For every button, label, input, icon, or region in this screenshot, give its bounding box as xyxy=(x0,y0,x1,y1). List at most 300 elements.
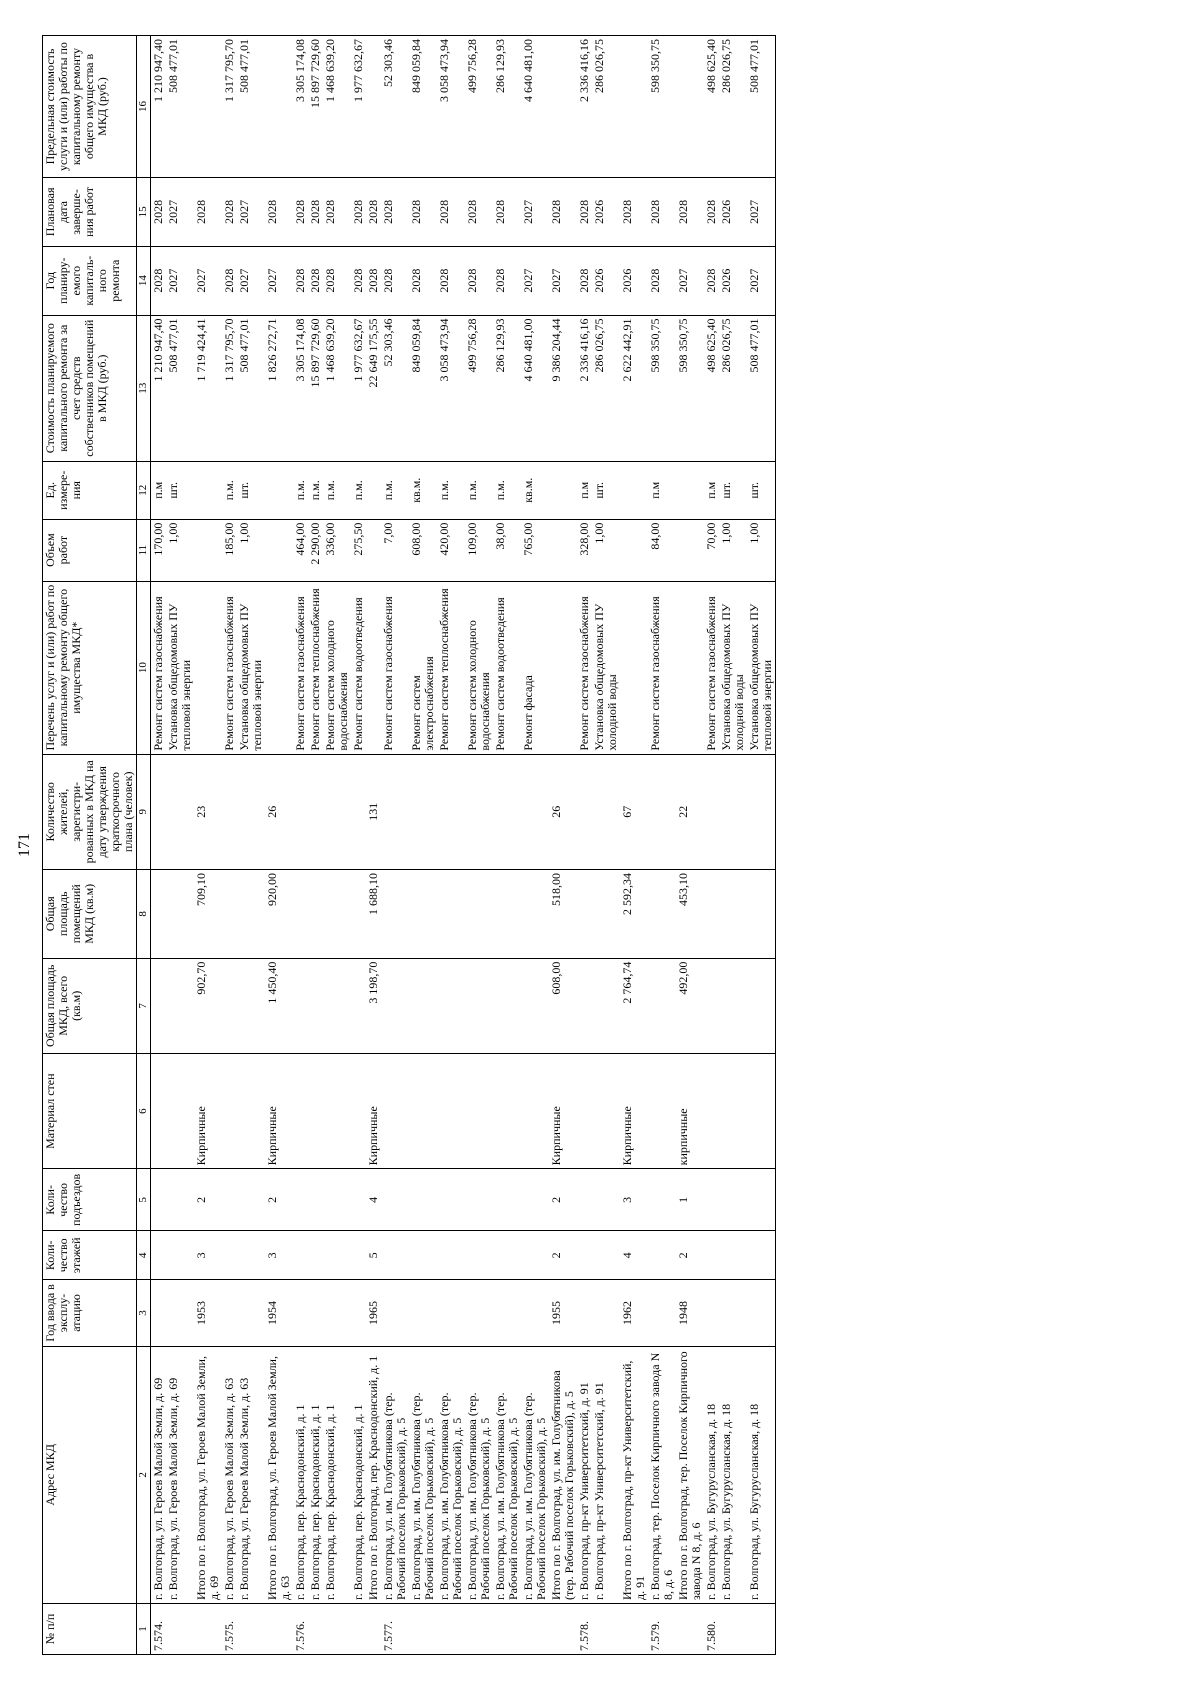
table-cell xyxy=(237,869,265,958)
table-cell xyxy=(719,869,747,958)
table-row xyxy=(577,36,592,1655)
table-cell: 7.580. xyxy=(704,1604,719,1655)
table-body xyxy=(151,36,776,1655)
header-row xyxy=(43,36,137,1655)
table-cell: 849 059,84 xyxy=(409,36,437,178)
table-cell xyxy=(351,1054,366,1169)
table-cell xyxy=(549,519,577,581)
table-cell xyxy=(620,519,648,581)
column-number: 1 xyxy=(137,1604,151,1655)
table-row xyxy=(293,36,308,1655)
table-cell: 1 688,10 xyxy=(366,869,381,958)
table-cell: 498 625,40 xyxy=(704,36,719,178)
table-cell xyxy=(704,869,719,958)
table-cell xyxy=(493,754,521,869)
table-cell xyxy=(577,958,592,1053)
table-cell: 508 477,01 xyxy=(747,36,776,178)
table-cell: 2027 xyxy=(166,246,194,315)
table-cell: 1 977 632,67 xyxy=(351,315,366,461)
table-cell xyxy=(437,1604,465,1655)
table-cell: г. Волгоград, ул. Бугурусланская, д. 18 xyxy=(704,1346,719,1603)
table-cell: 2027 xyxy=(237,178,265,247)
table-cell xyxy=(437,1231,465,1280)
column-number: 16 xyxy=(137,36,151,178)
table-cell: Ремонт систем холодного водоснабжения xyxy=(465,581,493,754)
table-cell: 7.576. xyxy=(293,1604,308,1655)
table-cell: 5 xyxy=(366,1231,381,1280)
table-cell xyxy=(620,581,648,754)
table-cell xyxy=(151,1054,167,1169)
table-cell: г. Волгоград, ул. Героев Малой Земли, д. 69 xyxy=(151,1346,167,1603)
table-cell: 1,00 xyxy=(719,519,747,581)
table-cell xyxy=(222,958,237,1053)
table-cell xyxy=(381,1169,409,1231)
table-cell: 2027 xyxy=(521,178,549,247)
column-number: 8 xyxy=(137,869,151,958)
table-row xyxy=(381,36,409,1655)
table-cell: Кирпичные xyxy=(366,1054,381,1169)
table-cell xyxy=(293,869,308,958)
rotated-table-sheet xyxy=(16,35,1152,1655)
table-cell xyxy=(521,1280,549,1347)
table-cell: 7.575. xyxy=(222,1604,237,1655)
column-header: Объем работ xyxy=(43,519,137,581)
table-cell xyxy=(351,754,366,869)
table-cell: 2028 xyxy=(409,246,437,315)
table-cell xyxy=(592,754,620,869)
table-cell xyxy=(293,1231,308,1280)
table-cell: 286 129,93 xyxy=(493,315,521,461)
table-cell: п.м. xyxy=(437,461,465,519)
table-cell xyxy=(237,1604,265,1655)
table-row xyxy=(351,36,366,1655)
column-header: Общая площадь МКД, всего (кв.м) xyxy=(43,958,137,1053)
table-cell: Ремонт систем газоснабжения xyxy=(577,581,592,754)
table-cell: 2028 xyxy=(704,178,719,247)
table-cell: Ремонт систем водоотведения xyxy=(493,581,521,754)
table-cell: 508 477,01 xyxy=(747,315,776,461)
table-cell: 67 xyxy=(620,754,648,869)
table-cell: 3 305 174,08 xyxy=(293,36,308,178)
table-cell: 508 477,01 xyxy=(166,36,194,178)
table-cell: п.м xyxy=(704,461,719,519)
table-cell: шт. xyxy=(747,461,776,519)
table-row xyxy=(222,36,237,1655)
table-cell: 4 640 481,00 xyxy=(521,315,549,461)
table-cell: 1 210 947,40 xyxy=(151,315,167,461)
column-number: 7 xyxy=(137,958,151,1053)
table-cell: 1 210 947,40 xyxy=(151,36,167,178)
table-cell xyxy=(437,869,465,958)
table-cell: 2028 xyxy=(577,246,592,315)
table-cell: 3 198,70 xyxy=(366,958,381,1053)
table-cell xyxy=(747,1054,776,1169)
table-cell xyxy=(437,754,465,869)
table-cell: п.м. xyxy=(465,461,493,519)
table-cell: 709,10 xyxy=(194,869,222,958)
table-cell xyxy=(237,1169,265,1231)
table-cell: 2 592,34 xyxy=(620,869,648,958)
table-cell xyxy=(308,1280,323,1347)
table-cell: 3 xyxy=(194,1231,222,1280)
table-cell xyxy=(704,1054,719,1169)
table-cell xyxy=(577,869,592,958)
column-number: 15 xyxy=(137,178,151,247)
table-cell xyxy=(719,1604,747,1655)
table-cell xyxy=(351,1231,366,1280)
column-header: Стоимость планируемого капитального ремонта за счет средств собственников помещений в МКД (руб.) xyxy=(43,315,137,461)
table-cell: Ремонт систем газоснабжения xyxy=(151,581,167,754)
table-row xyxy=(151,36,167,1655)
table-cell xyxy=(194,461,222,519)
table-cell xyxy=(521,754,549,869)
table-cell xyxy=(521,1604,549,1655)
table-cell: 7.577. xyxy=(381,1604,409,1655)
table-cell: 2028 xyxy=(366,178,381,247)
table-cell: 2028 xyxy=(620,178,648,247)
table-cell: 608,00 xyxy=(409,519,437,581)
table-cell xyxy=(704,1231,719,1280)
table-cell: 492,00 xyxy=(676,958,704,1053)
table-cell: Итого по г. Волгоград, пер. Краснодонский, д. 1 xyxy=(366,1346,381,1603)
table-cell xyxy=(222,754,237,869)
table-cell: 2027 xyxy=(549,246,577,315)
column-header: Год планиру- емого капиталь- ного ремонта xyxy=(43,246,137,315)
column-header: Материал стен xyxy=(43,1054,137,1169)
table-cell xyxy=(151,1280,167,1347)
table-cell: кв.м. xyxy=(521,461,549,519)
table-cell: 2028 xyxy=(381,178,409,247)
table-cell: 3 xyxy=(265,1231,293,1280)
table-cell: п.м. xyxy=(222,461,237,519)
table-cell xyxy=(747,754,776,869)
table-cell: 7.579. xyxy=(648,1604,676,1655)
table-cell: 1 468 639,20 xyxy=(323,36,351,178)
table-cell xyxy=(409,1054,437,1169)
table-cell xyxy=(222,869,237,958)
table-cell xyxy=(409,1604,437,1655)
table-cell: г. Волгоград, ул. им. Голубятникова (тер. Рабочий поселок Горьковский), д. 5 xyxy=(409,1346,437,1603)
table-cell xyxy=(222,1231,237,1280)
table-cell xyxy=(437,1169,465,1231)
table-cell: 2027 xyxy=(237,246,265,315)
table-cell xyxy=(366,581,381,754)
table-cell: 464,00 xyxy=(293,519,308,581)
table-cell xyxy=(194,36,222,178)
table-cell xyxy=(166,869,194,958)
table-cell: Установка общедомовых ПУ холодной воды xyxy=(719,581,747,754)
column-header: Адрес МКД xyxy=(43,1346,137,1603)
table-cell xyxy=(308,958,323,1053)
table-cell xyxy=(222,1169,237,1231)
table-cell xyxy=(381,1054,409,1169)
table-cell: 26 xyxy=(265,754,293,869)
table-cell: 2027 xyxy=(194,246,222,315)
table-cell: п.м xyxy=(151,461,167,519)
table-cell: 598 350,75 xyxy=(676,315,704,461)
table-cell xyxy=(409,754,437,869)
table-cell: г. Волгоград, пер. Краснодонский, д. 1 xyxy=(308,1346,323,1603)
table-cell: 1962 xyxy=(620,1280,648,1347)
table-cell: 7.578. xyxy=(577,1604,592,1655)
table-cell xyxy=(237,958,265,1053)
table-cell: 84,00 xyxy=(648,519,676,581)
table-cell: г. Волгоград, ул. им. Голубятникова (тер. Рабочий поселок Горьковский), д. 5 xyxy=(493,1346,521,1603)
table-cell: 2 622 442,91 xyxy=(620,315,648,461)
table-cell: 1,00 xyxy=(237,519,265,581)
table-cell xyxy=(351,958,366,1053)
table-cell xyxy=(437,958,465,1053)
table-cell xyxy=(409,869,437,958)
table-cell xyxy=(648,1169,676,1231)
table-cell: 902,70 xyxy=(194,958,222,1053)
table-cell: п.м xyxy=(648,461,676,519)
table-cell: 286 026,75 xyxy=(592,315,620,461)
table-cell xyxy=(577,1280,592,1347)
table-cell: п.м. xyxy=(293,461,308,519)
table-cell xyxy=(592,1169,620,1231)
column-header: Перечень услуг и (или) работ по капитальному ремонту общего имущества МКД* xyxy=(43,581,137,754)
table-cell xyxy=(704,754,719,869)
table-cell: 1 317 795,70 xyxy=(222,315,237,461)
table-cell: 2028 xyxy=(493,178,521,247)
table-cell xyxy=(549,461,577,519)
table-cell: 2027 xyxy=(265,246,293,315)
column-header: Ед. измере- ния xyxy=(43,461,137,519)
table-cell: 2028 xyxy=(381,246,409,315)
table-cell: 15 897 729,60 xyxy=(308,315,323,461)
table-cell: шт. xyxy=(237,461,265,519)
table-cell: Итого по г. Волгоград, пр-кт Университетский, д. 91 xyxy=(620,1346,648,1603)
table-cell: 23 xyxy=(194,754,222,869)
table-cell xyxy=(719,1231,747,1280)
table-cell xyxy=(521,958,549,1053)
table-cell: 518,00 xyxy=(549,869,577,958)
table-row xyxy=(194,36,222,1655)
table-row xyxy=(676,36,704,1655)
table-cell: шт. xyxy=(592,461,620,519)
table-cell: Ремонт систем электроснабжения xyxy=(409,581,437,754)
table-cell: 3 305 174,08 xyxy=(293,315,308,461)
table-cell: 109,00 xyxy=(465,519,493,581)
table-cell: Ремонт систем газоснабжения xyxy=(293,581,308,754)
table-cell: 2026 xyxy=(719,246,747,315)
table-cell: 2 xyxy=(676,1231,704,1280)
table-cell xyxy=(521,869,549,958)
table-cell xyxy=(237,1231,265,1280)
table-cell: 2028 xyxy=(549,178,577,247)
table-cell xyxy=(308,869,323,958)
table-cell: 2028 xyxy=(577,178,592,247)
table-cell: 131 xyxy=(366,754,381,869)
column-number: 11 xyxy=(137,519,151,581)
table-cell xyxy=(549,36,577,178)
capital-repair-table xyxy=(42,35,776,1655)
table-cell: 2 xyxy=(265,1169,293,1231)
table-cell xyxy=(323,1280,351,1347)
table-cell xyxy=(409,1231,437,1280)
table-cell xyxy=(351,869,366,958)
column-number: 6 xyxy=(137,1054,151,1169)
table-cell: 2028 xyxy=(222,246,237,315)
table-cell: 3 058 473,94 xyxy=(437,36,465,178)
table-cell xyxy=(577,1169,592,1231)
table-cell: кирпичные xyxy=(676,1054,704,1169)
table-cell: 765,00 xyxy=(521,519,549,581)
table-cell: г. Волгоград, пер. Краснодонский, д. 1 xyxy=(323,1346,351,1603)
table-cell xyxy=(308,1604,323,1655)
table-cell xyxy=(151,754,167,869)
table-cell xyxy=(323,1604,351,1655)
table-cell xyxy=(465,1231,493,1280)
table-cell: 499 756,28 xyxy=(465,36,493,178)
table-cell xyxy=(648,958,676,1053)
table-cell: Ремонт систем водоотведения xyxy=(351,581,366,754)
table-row xyxy=(237,36,265,1655)
table-cell: 2028 xyxy=(437,178,465,247)
table-cell xyxy=(166,1054,194,1169)
table-cell xyxy=(265,1604,293,1655)
table-cell xyxy=(747,1231,776,1280)
table-cell: Ремонт систем холодного водоснабжения xyxy=(323,581,351,754)
table-cell: 2027 xyxy=(521,246,549,315)
table-cell xyxy=(237,1280,265,1347)
table-cell: 2028 xyxy=(493,246,521,315)
table-cell: г. Волгоград, ул. Бугурусланская, д. 18 xyxy=(719,1346,747,1603)
table-cell xyxy=(222,1054,237,1169)
table-row xyxy=(719,36,747,1655)
table-cell: 185,00 xyxy=(222,519,237,581)
table-cell: г. Волгоград, ул. им. Голубятникова (тер. Рабочий поселок Горьковский), д. 5 xyxy=(521,1346,549,1603)
table-cell: 2 xyxy=(194,1169,222,1231)
table-cell xyxy=(166,1280,194,1347)
table-cell xyxy=(151,1231,167,1280)
table-cell: 453,10 xyxy=(676,869,704,958)
table-cell xyxy=(323,1169,351,1231)
table-cell: 2028 xyxy=(308,178,323,247)
table-cell xyxy=(237,754,265,869)
table-cell xyxy=(549,581,577,754)
table-cell: 2028 xyxy=(351,246,366,315)
table-cell xyxy=(465,754,493,869)
table-cell: кв.м. xyxy=(409,461,437,519)
table-cell xyxy=(351,1169,366,1231)
table-cell: г. Волгоград, пер. Краснодонский, д. 1 xyxy=(351,1346,366,1603)
table-cell xyxy=(381,1231,409,1280)
table-cell xyxy=(293,1169,308,1231)
table-cell: 1 719 424,41 xyxy=(194,315,222,461)
table-row xyxy=(465,36,493,1655)
table-cell: 508 477,01 xyxy=(237,36,265,178)
table-cell xyxy=(381,958,409,1053)
table-cell xyxy=(747,958,776,1053)
table-cell: 3 058 473,94 xyxy=(437,315,465,461)
table-cell: 2027 xyxy=(166,178,194,247)
table-cell xyxy=(351,1604,366,1655)
table-cell: 2026 xyxy=(620,246,648,315)
table-cell: п.м. xyxy=(308,461,323,519)
table-cell: 2028 xyxy=(676,178,704,247)
table-row xyxy=(265,36,293,1655)
column-number: 9 xyxy=(137,754,151,869)
table-cell: п.м. xyxy=(381,461,409,519)
table-cell: 2028 xyxy=(151,246,167,315)
table-cell: 286 026,75 xyxy=(719,36,747,178)
table-cell: 2028 xyxy=(222,178,237,247)
table-cell: 608,00 xyxy=(549,958,577,1053)
table-cell: 1 468 639,20 xyxy=(323,315,351,461)
table-cell xyxy=(308,1169,323,1231)
table-cell: г. Волгоград, ул. Героев Малой Земли, д. 63 xyxy=(237,1346,265,1603)
table-cell: 9 386 204,44 xyxy=(549,315,577,461)
table-cell xyxy=(308,754,323,869)
table-cell: 1955 xyxy=(549,1280,577,1347)
table-cell: п.м xyxy=(577,461,592,519)
table-cell xyxy=(676,519,704,581)
table-cell xyxy=(166,1169,194,1231)
table-cell: 2028 xyxy=(194,178,222,247)
table-cell: 2028 xyxy=(293,178,308,247)
table-cell xyxy=(592,1054,620,1169)
table-cell: Установка общедомовых ПУ холодной воды xyxy=(592,581,620,754)
table-cell: 328,00 xyxy=(577,519,592,581)
table-cell: 2026 xyxy=(719,178,747,247)
table-cell xyxy=(366,461,381,519)
table-row xyxy=(704,36,719,1655)
table-cell xyxy=(620,461,648,519)
column-number: 14 xyxy=(137,246,151,315)
table-cell xyxy=(592,1231,620,1280)
table-cell: 26 xyxy=(549,754,577,869)
table-cell: Ремонт систем теплоснабжения xyxy=(308,581,323,754)
table-cell xyxy=(366,519,381,581)
table-cell: г. Волгоград, ул. им. Голубятникова (тер. Рабочий поселок Горьковский), д. 5 xyxy=(465,1346,493,1603)
table-cell xyxy=(194,1604,222,1655)
table-cell: 1,00 xyxy=(166,519,194,581)
table-cell: п.м. xyxy=(351,461,366,519)
table-cell: 286 129,93 xyxy=(493,36,521,178)
table-cell xyxy=(151,1169,167,1231)
table-cell xyxy=(381,869,409,958)
table-cell xyxy=(747,1280,776,1347)
table-cell xyxy=(308,1231,323,1280)
table-cell: 336,00 xyxy=(323,519,351,581)
table-cell xyxy=(676,36,704,178)
column-number: 2 xyxy=(137,1346,151,1603)
table-cell: Ремонт систем теплоснабжения xyxy=(437,581,465,754)
table-cell: 2027 xyxy=(747,246,776,315)
table-cell: 1,00 xyxy=(747,519,776,581)
table-cell xyxy=(719,958,747,1053)
table-cell: 22 649 175,55 xyxy=(366,315,381,461)
table-cell xyxy=(323,1231,351,1280)
table-cell xyxy=(648,869,676,958)
table-cell xyxy=(747,1604,776,1655)
table-cell: 170,00 xyxy=(151,519,167,581)
table-cell: 52 303,46 xyxy=(381,36,409,178)
table-cell xyxy=(620,36,648,178)
table-cell: Ремонт систем газоснабжения xyxy=(381,581,409,754)
table-cell: Итого по г. Волгоград, ул. Героев Малой Земли, д. 63 xyxy=(265,1346,293,1603)
column-header: Коли- чество подъездов xyxy=(43,1169,137,1231)
table-cell: Итого по г. Волгоград, ул. им. Голубятникова (тер. Рабочий поселок Горьковский), д. 5 xyxy=(549,1346,577,1603)
table-cell: 2028 xyxy=(704,246,719,315)
table-cell xyxy=(620,1604,648,1655)
table-cell: г. Волгоград, пр-кт Университетский, д. 91 xyxy=(577,1346,592,1603)
table-cell: 38,00 xyxy=(493,519,521,581)
table-cell: 598 350,75 xyxy=(648,36,676,178)
table-cell: 2 764,74 xyxy=(620,958,648,1053)
